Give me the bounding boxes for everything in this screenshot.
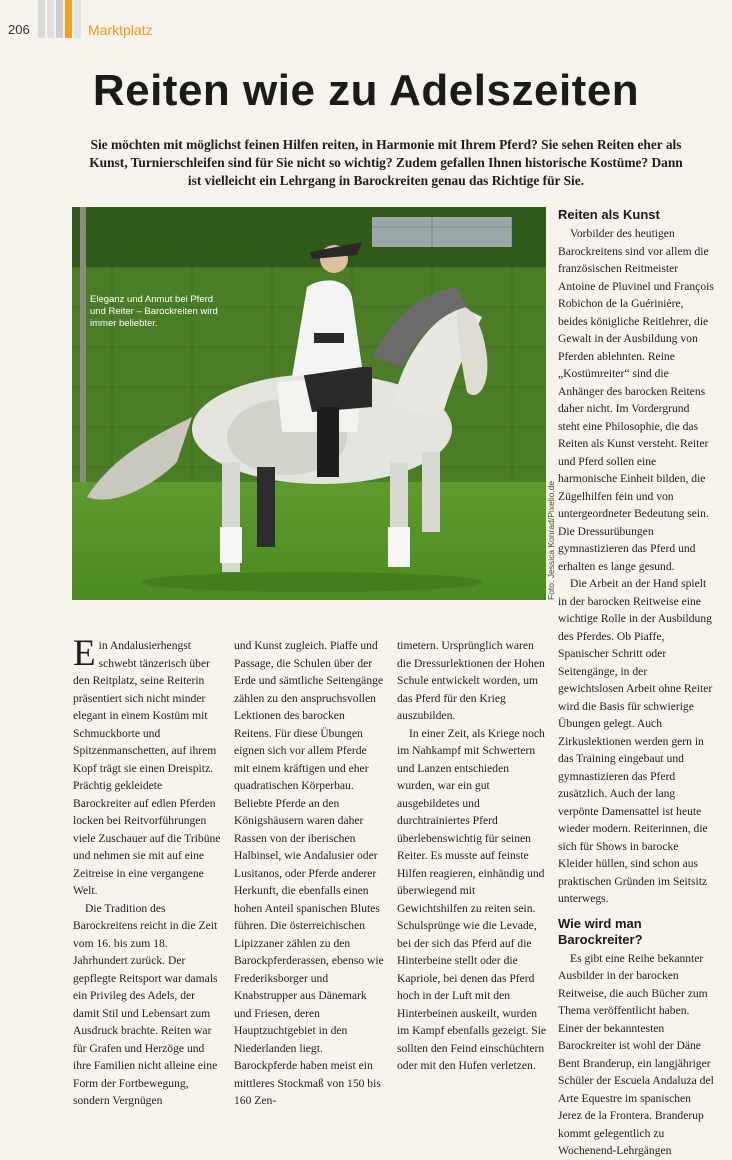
section-label: Marktplatz xyxy=(88,22,153,38)
intro-paragraph xyxy=(73,633,221,900)
intro-text: in Andalusierhengst schwebt tänzerisch über den Reitplatz, seine Reiterin präsentiert sich nicht minder elegant in einem Kostüm mit Schmuckborte und Spitzenmanschetten, auf ihrem Kopf trägt sie einen Dreispitz. Prächtig gekleidete Barockreiter auf edlen Pferden locken bei Reitvorführungen viele Zuschauer auf die Tribüne und nehmen sie mit auf eine Zeitreise in eine vergangene Welt. xyxy=(73,639,221,897)
color-strip-block xyxy=(65,0,72,38)
color-strip xyxy=(38,0,83,38)
color-strip-block xyxy=(74,0,81,38)
paragraph: timetern. Ursprünglich waren die Dressurlektionen der Hohen Schule entwickelt worden, um das Pferd für den Krieg auszubilden. xyxy=(397,639,545,722)
article-column-4 xyxy=(558,207,714,1160)
color-strip-block xyxy=(56,0,63,38)
color-strip-block xyxy=(38,0,45,38)
paragraph: Die Arbeit an der Hand spielt in der barocken Reitweise eine wichtige Rolle in der Ausbildung des Pferdes. Ob Piaffe, Spanischer Schritt oder Seitengänge, in der gewichtslosen Arbeit ohne Reiter wird die Basis für schwierige Übungen gelegt. Auch Zirkuslektionen werden gern in das Training eingebaut und gymnastizieren das Pferd zusätzlich. Auch der lang verpönte Damensattel ist heute wieder modern. Reiterinnen, die sich für Shows in barocke Kleider hüllen, sind schon aus praktischen Gründen im Seitsitz unterwegs. xyxy=(558,577,713,905)
subheading-reiten-als-kunst: Reiten als Kunst xyxy=(558,207,660,222)
article-column-2 xyxy=(234,637,384,1110)
paragraph: Vorbilder des heutigen Barockreitens sind vor allem die französischen Reitmeister Antoine de Pluvinel und François Robichon de la Guérinière, beides königliche Reitlehrer, die Gewalt in der Ausbildung von Pferden ablehnten. Reine „Kostümreiter“ sind die Anhänger des barocken Reitens daher nicht. Im Vordergrund steht eine Philosophie, die das Reiten als Kunst versteht. Reiter und Pferd sollen eine harmonische Einheit bilden, die Zügelhilfen fein und von untergeordneter Bedeutung sein. Die Dressurübungen gymnastizieren das Pferd und erhalten es lange gesund. xyxy=(558,227,714,573)
drop-cap: E xyxy=(73,633,96,674)
title-rest: wie zu Adelszeiten xyxy=(230,66,640,115)
paragraph: Die Tradition des Barockreitens reicht in die Zeit vom 16. bis zum 18. Jahrhundert zurück. Der gepflegte Reitsport war damals ein Privileg des Adels, der damit Stil und Lebensart zum Ausdruck brachte. Reiten war für Grafen und Herzöge und ihre Familien nicht alleine eine Form der Fortbewegung, sondern Vergnügen xyxy=(73,901,218,1107)
lead-paragraph: Sie möchten mit möglichst feinen Hilfen reiten, in Harmonie mit Ihrem Pferd? Sie sehen Reiten eher als Kunst, Turnierschleifen sind für Sie nicht so wichtig? Zudem gefallen Ihnen historische Kostüme? Dann ist vielleicht ein Lehrgang in Barockreiten genau das Richtige für Sie. xyxy=(89,137,683,188)
photo-credit: Foto: Jessica Konrad/Pixelio.de xyxy=(546,480,556,600)
subheading-wie-wird-man-barockreiter: Wie wird man Barockreiter? xyxy=(558,915,643,947)
photo-caption: Eleganz und Anmut bei Pferd und Reiter – Barockreiten wird immer beliebter. xyxy=(90,294,218,329)
paragraph: Es gibt eine Reihe bekannter Ausbilder in der barocken Reitweise, die auch Bücher zum Thema veröffentlicht haben. Einer der bekanntesten Barockreiter ist wohl der Däne Bent Branderup, ein langjähriger Schüler der Escuela Andaluza del Arte Equestre im spanischen Jerez de la Frontera. Branderup kommt gelegentlich zu Wochenend-Lehrgängen xyxy=(558,951,714,1157)
article-photo xyxy=(72,207,546,600)
title-bold-word: Reiten xyxy=(92,66,231,115)
paragraph: und Kunst zugleich. Piaffe und Passage, die Schulen über der Erde und sämtliche Seitengänge zählen zu den anspruchsvollen Lektionen des barocken Reitens. Für diese Übungen eignen sich vor allem Pferde mit einem kräftigen und eher quadratischen Körperbau. Beliebte Pferde an den Königshäusern waren daher Rassen von der iberischen Halbinsel, wie Andalusier oder Lusitanos, oder Pferde anderer Herkunft, die ebenfalls einen hohen Anteil spanischen Blutes führen. Die österreichischen Lipizzaner zählen zu den Barockpferderassen, ebenso wie Frederiksborger und Knabstrupper aus Dänemark und Friesen, deren Hauptzuchtgebiet in den Niederlanden liegt. Barockpferde haben meist ein mittleres Stockmaß von 150 bis 160 Zen- xyxy=(234,639,384,1107)
color-strip-block xyxy=(47,0,54,38)
article-column-1 xyxy=(73,633,221,1110)
page-title xyxy=(0,66,732,116)
photo-illustration xyxy=(72,207,546,600)
page-number: 206 xyxy=(8,22,30,37)
paragraph: In einer Zeit, als Kriege noch im Nahkampf mit Schwertern und Lanzen entschieden wurden, war ein gut ausgebildetes und durchtrainiertes Pferd überlebenswichtig für seinen Reiter. Es musste auf feinste Hilfen reagieren, einhändig und überwiegend mit Gewichtshilfen zu reiten sein. Schulsprünge wie die Levade, bei der sich das Pferd auf die Hinterbeine stellt oder die Kapriole, bei denen das Pferd hoch in der Luft mit den Hinterbeinen auskeilt, wurden im Kampf ebenfalls gezeigt. Sie sollten den Feind einschüchtern oder mit den Hufen verletzen. xyxy=(397,726,547,1072)
article-column-3 xyxy=(397,637,547,1075)
